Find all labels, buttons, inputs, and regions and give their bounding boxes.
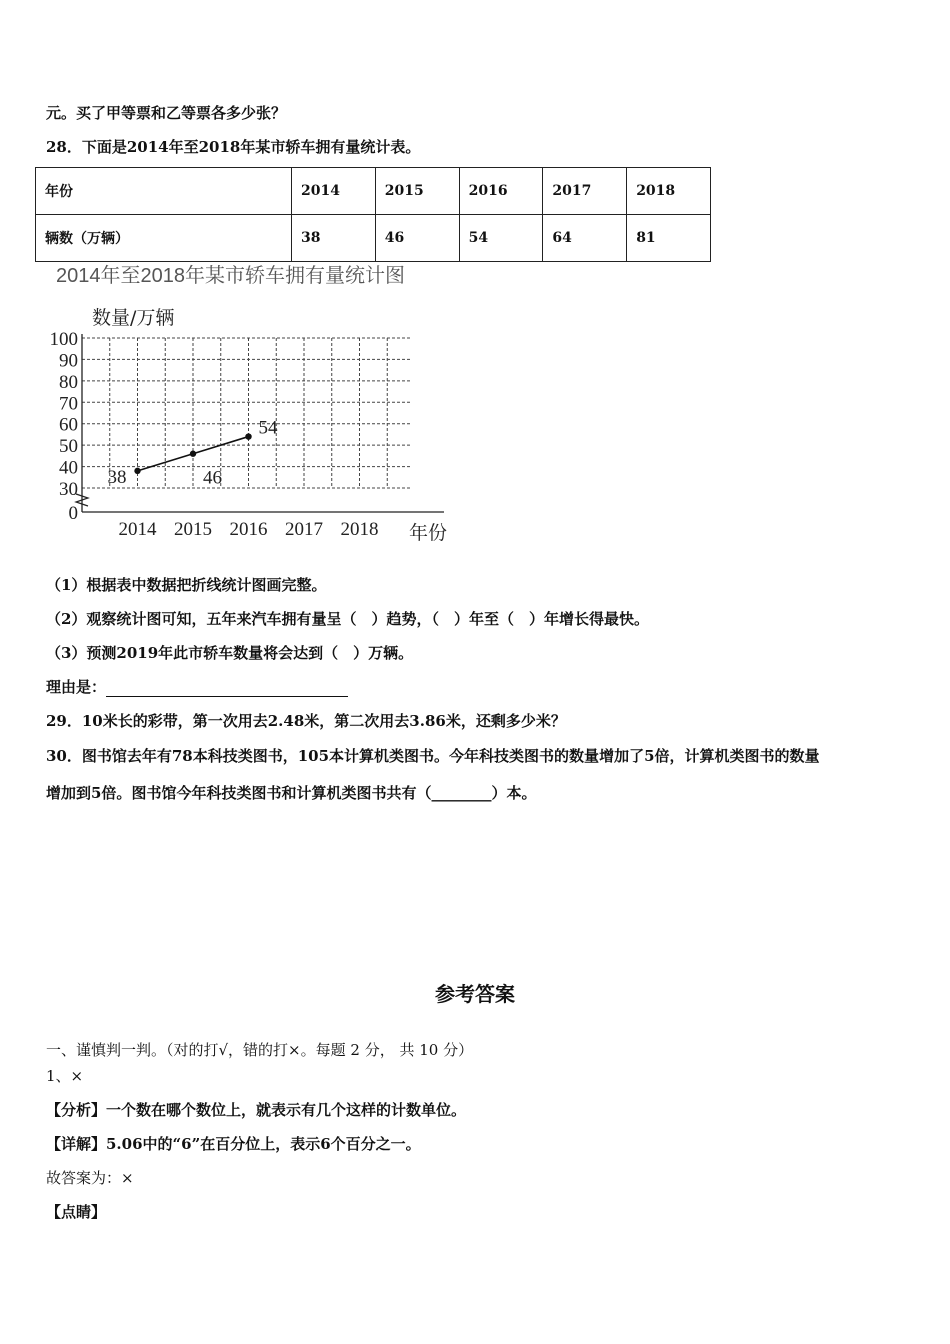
question-28: 28．下面是2014年至2018年某市轿车拥有量统计表。 <box>46 138 421 156</box>
table-cell: 38 <box>292 215 376 262</box>
text-line: 元。买了甲等票和乙等票各多少张？ <box>46 104 287 122</box>
answer-remark: 【点睛】 <box>46 1203 107 1221</box>
table-cell: 年份 <box>36 168 292 215</box>
table-cell: 2018 <box>627 168 711 215</box>
data-point <box>190 451 196 457</box>
q30-text: 增加到5倍。图书馆今年科技类图书和计算机类图书共有（ <box>46 784 432 802</box>
y-tick-label: 90 <box>59 350 78 372</box>
question-30: 30．图书馆去年有78本科技类图书，105本计算机类图书。今年科技类图书的数量增加了5倍，计算机类图书的数量 <box>46 747 820 765</box>
y-tick-label: 60 <box>59 414 78 436</box>
table-cell: 辆数（万辆） <box>36 215 292 262</box>
question-30-cont <box>46 783 536 803</box>
data-point <box>134 468 140 474</box>
reason-label: 理由是： <box>46 678 107 696</box>
answer-conclusion: 故答案为：× <box>46 1169 134 1187</box>
y-tick-label: 70 <box>59 393 78 415</box>
question-28-1: （1）根据表中数据把折线统计图画完整。 <box>46 576 327 594</box>
x-tick-label: 2017 <box>285 519 323 540</box>
y-axis-label: 数量/万辆 <box>92 307 175 329</box>
question-29: 29．10米长的彩带，第一次用去2.48米，第二次用去3.86米，还剩多少米？ <box>46 712 566 730</box>
table-cell: 81 <box>627 215 711 262</box>
x-tick-label: 2018 <box>340 519 379 540</box>
y-tick-label: 0 <box>68 503 78 524</box>
y-tick-label: 50 <box>59 436 78 458</box>
chart-title: 2014年至2018年某市轿车拥有量统计图 <box>56 265 405 287</box>
table-row <box>36 168 711 215</box>
chart-grid <box>82 338 412 488</box>
table-row <box>36 215 711 262</box>
y-tick-label: 30 <box>59 479 78 500</box>
table-cell: 64 <box>543 215 627 262</box>
answer-blank: ________ <box>431 784 492 802</box>
data-point <box>245 433 251 439</box>
table-cell: 2014 <box>292 168 376 215</box>
table-cell: 2017 <box>543 168 627 215</box>
data-label: 46 <box>203 467 222 489</box>
data-label: 38 <box>107 466 127 488</box>
table-cell: 2015 <box>375 168 459 215</box>
reason-line <box>46 677 348 697</box>
question-28-3: （3）预测2019年此市轿车数量将会达到（ ）万辆。 <box>46 644 414 662</box>
x-tick-label: 2014 <box>118 519 157 540</box>
question-28-2: （2）观察统计图可知，五年来汽车拥有量呈（ ）趋势，（ ）年至（ ）年增长得最快。 <box>46 610 649 628</box>
table-cell: 2016 <box>459 168 543 215</box>
answer-analysis: 【分析】一个数在哪个数位上，就表示有几个这样的计数单位。 <box>46 1101 467 1119</box>
table-cell: 54 <box>459 215 543 262</box>
y-tick-label: 80 <box>59 371 78 393</box>
x-tick-label: 2016 <box>229 519 268 540</box>
table-cell: 46 <box>375 215 459 262</box>
y-tick-label: 100 <box>49 329 78 350</box>
answers-title: 参考答案 <box>435 982 515 1006</box>
answer-detail: 【详解】5.06中的“6”在百分位上，表示6个百分之一。 <box>46 1135 421 1153</box>
chart-ticks <box>50 329 379 540</box>
data-table <box>35 167 711 262</box>
answer-item-1: 1、× <box>46 1067 84 1085</box>
y-tick-label: 40 <box>59 457 78 479</box>
answers-section-1: 一、谨慎判一判。（对的打√，错的打×。每题 2 分， 共 10 分） <box>46 1041 474 1059</box>
data-label: 54 <box>258 417 278 439</box>
x-tick-label: 2015 <box>174 519 212 540</box>
answer-blank-line <box>106 680 348 697</box>
q30-text-end: ）本。 <box>491 784 537 802</box>
x-axis-label: 年份 <box>409 522 448 544</box>
line-chart <box>32 258 472 550</box>
